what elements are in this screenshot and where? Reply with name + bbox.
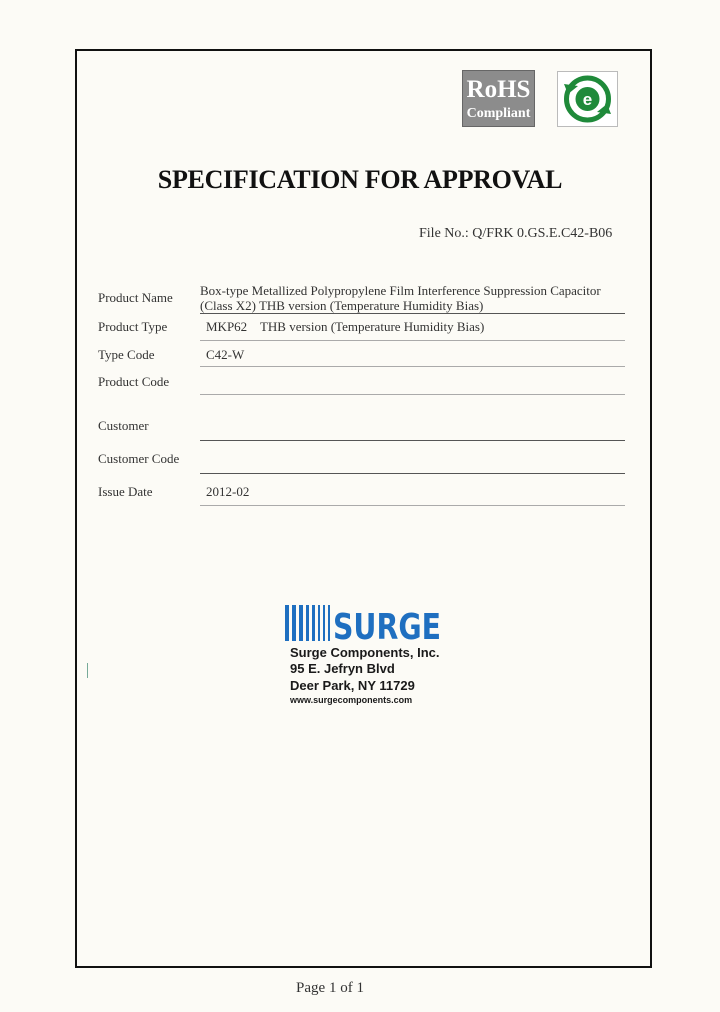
page-number: Page 1 of 1 [296,980,364,996]
issue-date-value: 2012-02 [206,484,250,499]
company-address-line1: 95 E. Jefryn Blvd [290,661,395,676]
rohs-badge-subtitle: Compliant [466,105,531,121]
divider [200,505,625,506]
product-type-label: Product Type [98,319,168,334]
page-title: SPECIFICATION FOR APPROVAL [157,165,563,194]
divider [200,440,625,441]
customer-code-label: Customer Code [98,451,180,466]
company-name: Surge Components, Inc. [290,645,440,660]
green-e-recycle-icon [557,71,618,127]
product-name-label: Product Name [98,290,173,305]
product-code-label: Product Code [98,374,170,389]
product-type-value: MKP62 THB version (Temperature Humidity Bias) [206,319,485,334]
surge-logo [285,605,442,648]
divider [200,313,625,314]
file-number: File No.: Q/FRK 0.GS.E.C42-B06 [419,226,613,241]
divider [200,394,625,395]
margin-mark [87,663,88,678]
customer-label: Customer [98,418,149,433]
divider [200,366,625,367]
type-code-value: C42-W [206,347,245,362]
company-address-line2: Deer Park, NY 11729 [290,678,415,693]
rohs-badge [462,70,535,127]
svg-text:e: e [582,90,593,109]
rohs-badge-title: RoHS [466,75,531,103]
divider [200,473,625,474]
divider [200,340,625,341]
product-name-value: Box-type Metallized Polypropylene Film Interference Suppression Capacitor (Class X2) THB version (Temperature Humidity Bias) [200,283,601,313]
surge-logo-text: SURGE [333,607,441,648]
issue-date-label: Issue Date [98,484,153,499]
company-website: www.surgecomponents.com [290,695,413,705]
type-code-label: Type Code [98,347,155,362]
